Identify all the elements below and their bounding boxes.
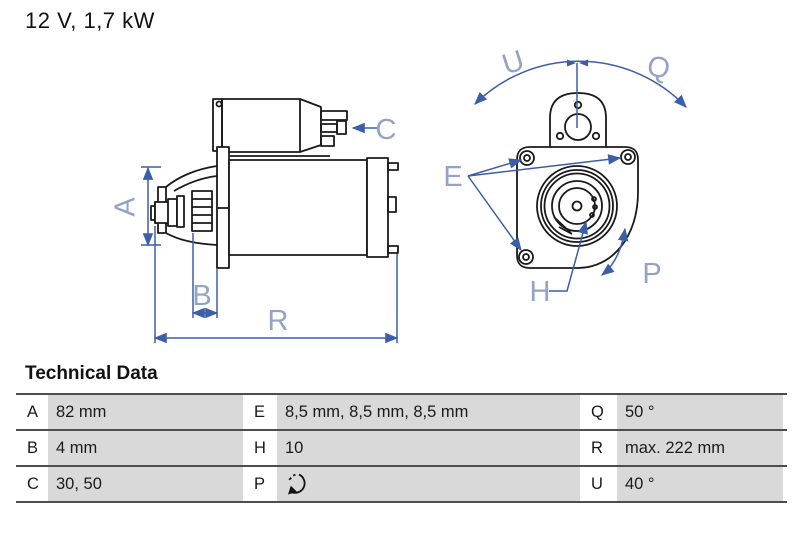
dim-label-B: B: [192, 280, 212, 312]
param-value: 10: [277, 431, 580, 465]
dim-label-P: P: [642, 258, 662, 290]
param-key: R: [580, 431, 617, 465]
param-key: C: [16, 467, 48, 501]
technical-data-heading: Technical Data: [25, 363, 158, 384]
table-row: [16, 395, 787, 431]
param-value: max. 222 mm: [617, 431, 783, 465]
param-value: 30, 50: [48, 467, 243, 501]
table-row: [16, 431, 787, 467]
param-key: U: [580, 467, 617, 501]
param-key: A: [16, 395, 48, 429]
param-value-icon: [277, 467, 580, 501]
dim-label-U: U: [498, 44, 529, 82]
dim-label-H: H: [529, 276, 551, 308]
side-view: [151, 99, 398, 268]
param-key: H: [243, 431, 277, 465]
param-key: B: [16, 431, 48, 465]
param-value: 4 mm: [48, 431, 243, 465]
dim-label-E: E: [443, 161, 463, 193]
dim-label-Q: Q: [644, 49, 673, 86]
param-key: E: [243, 395, 277, 429]
param-key: P: [243, 467, 277, 501]
param-key: Q: [580, 395, 617, 429]
rotation-ccw-icon: [285, 471, 311, 497]
table-row: [16, 467, 787, 503]
param-value: 40 °: [617, 467, 783, 501]
dim-label-R: R: [267, 305, 289, 337]
dim-label-A: A: [109, 197, 142, 217]
technical-data-section: [16, 363, 787, 503]
voltage-power-title: 12 V, 1,7 kW: [25, 8, 155, 33]
param-value: 50 °: [617, 395, 783, 429]
param-value: 8,5 mm, 8,5 mm, 8,5 mm: [277, 395, 580, 429]
dim-label-C: C: [375, 114, 397, 146]
technical-data-table: [16, 393, 787, 503]
param-value: 82 mm: [48, 395, 243, 429]
